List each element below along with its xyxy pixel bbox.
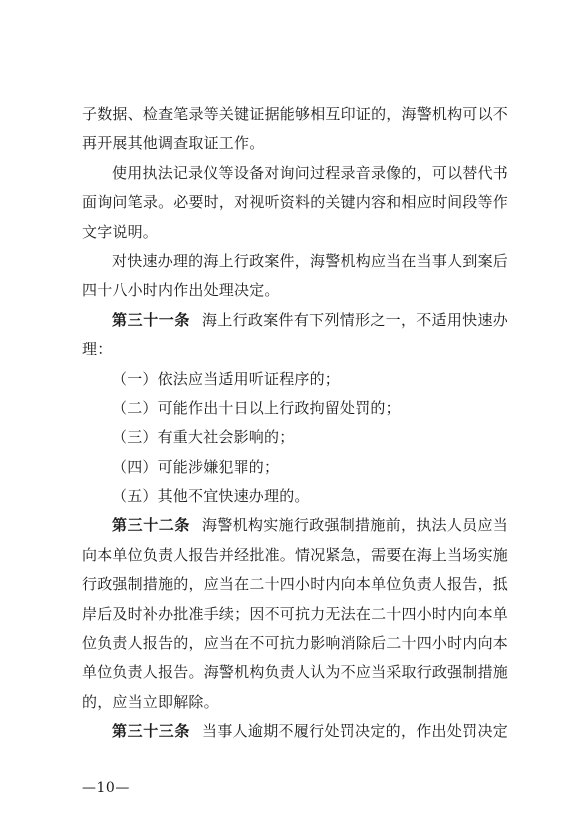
- line-text: 理：: [82, 340, 113, 359]
- line-text: 当事人逾期不履行处罚决定的，作出处罚决定: [202, 722, 508, 741]
- line-text: （五）其他不宜快速办理的。: [112, 487, 310, 506]
- article-number: 第三十一条: [112, 310, 191, 329]
- line-text: 海上行政案件有下列情形之一，不适用快速办: [202, 310, 508, 329]
- line-text: 子数据、检查笔录等关键证据能够相互印证的，海警机构可以不: [82, 105, 508, 123]
- text-line: [82, 541, 508, 570]
- line-text: 位负责人报告的，应当在不可抗力影响消除后二十四小时内向本: [82, 634, 508, 653]
- text-line: [82, 335, 508, 364]
- article-number: 第三十三条: [112, 722, 191, 741]
- line-text: （四）可能涉嫌犯罪的；: [112, 457, 280, 476]
- line-text: （二）可能作出十日以上行政拘留处罚的；: [112, 398, 401, 417]
- list-item: [82, 482, 508, 511]
- page-number: —10—: [82, 780, 130, 796]
- text-line: [82, 570, 508, 599]
- line-text: （三）有重大社会影响的；: [112, 428, 295, 447]
- text-line: [82, 129, 508, 158]
- line-text: 行政强制措施的，应当在二十四小时内向本单位负责人报告，抵: [82, 575, 508, 594]
- article-line: [82, 306, 508, 335]
- line-text: 文字说明。: [82, 222, 159, 241]
- text-line: [82, 188, 508, 217]
- text-line: [82, 100, 508, 129]
- list-item: [82, 453, 508, 482]
- text-line: [82, 159, 508, 188]
- line-text: 再开展其他调查取证工作。: [82, 134, 265, 153]
- text-line: [82, 629, 508, 658]
- line-text: 向本单位负责人报告并经批准。情况紧急，需要在海上当场实施: [82, 545, 508, 564]
- line-text: 海警机构实施行政强制措施前，执法人员应当: [202, 516, 508, 535]
- text-line: [82, 600, 508, 629]
- article-number: 第三十二条: [112, 516, 191, 535]
- line-text: 岸后及时补办批准手续；因不可抗力无法在二十四小时内向本单: [82, 604, 508, 623]
- text-line: [82, 688, 508, 717]
- line-text: 单位负责人报告。海警机构负责人认为不应当采取行政强制措施: [82, 663, 508, 682]
- article-line: [82, 511, 508, 540]
- line-text: 对快速办理的海上行政案件，海警机构应当在当事人到案后: [112, 251, 508, 270]
- text-line: [82, 247, 508, 276]
- line-text: 四十八小时内作出处理决定。: [82, 281, 280, 300]
- list-item: [82, 365, 508, 394]
- line-text: （一）依法应当适用听证程序的；: [112, 369, 341, 388]
- text-line: [82, 218, 508, 247]
- body-text: [82, 100, 508, 747]
- line-text: 面询问笔录。必要时，对视听资料的关键内容和相应时间段等作: [82, 193, 508, 212]
- list-item: [82, 423, 508, 452]
- list-item: [82, 394, 508, 423]
- text-line: [82, 276, 508, 305]
- line-text: 的，应当立即解除。: [82, 692, 219, 711]
- text-line: [82, 658, 508, 687]
- article-line: [82, 717, 508, 746]
- line-text: 使用执法记录仪等设备对询问过程录音录像的，可以替代书: [112, 163, 508, 182]
